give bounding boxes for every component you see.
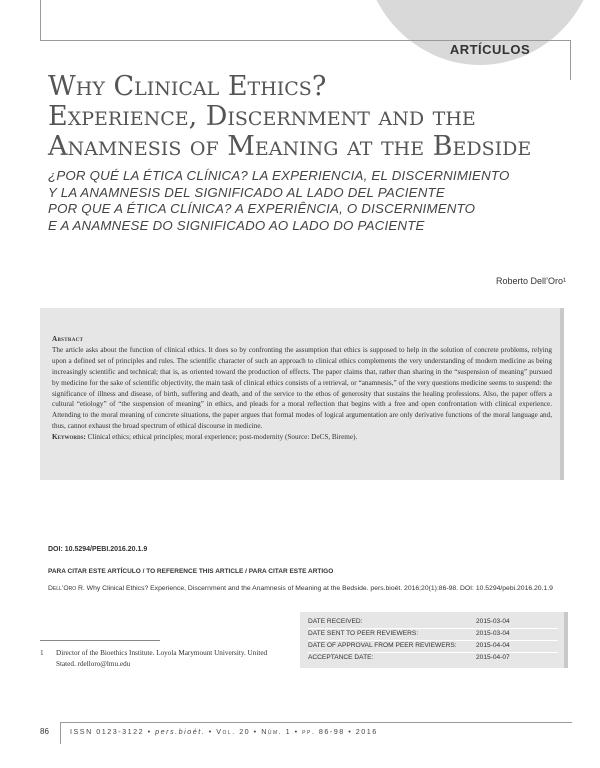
date-label: DATE RECEIVED: [308, 618, 363, 625]
date-label: DATE SENT TO PEER REVIEWERS: [308, 630, 419, 637]
footnote-number: 1 [40, 649, 44, 657]
footer-num-label: • Núm. [250, 727, 286, 736]
date-value: 2015-03-04 [476, 630, 510, 637]
cite-author: Dell’Oro R. [48, 585, 85, 592]
footer-pages: 86-98 [318, 727, 345, 736]
subtitle-line-1: ¿POR QUÉ LA ÉTICA CLÍNICA? LA EXPERIENCIA, EL DISCERNIMIENTO [48, 168, 510, 183]
section-label: ARTÍCULOS [449, 42, 531, 57]
keywords [52, 432, 552, 443]
title-line-1: Why Clinical Ethics? [48, 71, 327, 102]
date-label: ACCEPTANCE DATE: [308, 654, 374, 661]
title-line-2: Experience, Discernment and the [48, 101, 476, 132]
subtitle-line-2: Y LA ANAMNESIS DEL SIGNIFICADO AL LADO DEL PACIENTE [48, 184, 445, 200]
footnote-rule [40, 640, 160, 641]
footer-journal: pers.bioét. [155, 727, 206, 736]
cite-heading: PARA CITAR ESTE ARTÍCULO / TO REFERENCE THIS ARTICLE / PARA CITAR ESTE ARTIGO [48, 568, 334, 575]
abstract-heading: Abstract [52, 335, 84, 343]
keywords-label: Keywords: [52, 433, 86, 442]
title-line-3: Anamnesis of Meaning at the Bedside [48, 131, 532, 162]
footer-year: • 2016 [344, 727, 378, 736]
abstract-box-edge [560, 308, 564, 480]
subtitle-line-4: E A ANAMNESE DO SIGNIFICADO AO LADO DO PACIENTE [48, 217, 425, 233]
date-row-acceptance [308, 652, 558, 664]
dates-box [300, 612, 568, 668]
footer-vol: 20 [239, 727, 251, 736]
footer-num: 1 [285, 727, 292, 736]
doi: DOI: 10.5294/PEBI.2016.20.1.9 [48, 546, 148, 553]
footer-rule [60, 722, 572, 723]
footer-issn: ISSN 0123-3122 • [70, 727, 156, 736]
cite-text [48, 584, 554, 595]
frame-line-top [40, 40, 570, 41]
date-value: 2015-04-04 [476, 642, 510, 649]
article-subtitles [48, 168, 568, 234]
cite-reference: Why Clinical Ethics? Experience, Discernment and the Anamnesis of Meaning at the Bedside. pers.bioét. 2016;20(1):86-98. DOI: 10.5294/pebi.2016.20.1.9 [84, 585, 553, 592]
footer-text [70, 727, 378, 736]
keywords-text: Clinical ethics; ethical principles; moral experience; post-modernity (Source: DeCS, Bireme). [85, 433, 358, 442]
footer-divider [60, 722, 61, 744]
article-title [48, 72, 568, 162]
footer-pp-label: • pp. [291, 727, 319, 736]
footer-vol-label: • Vol. [205, 727, 240, 736]
date-value: 2015-04-07 [476, 654, 510, 661]
date-value: 2015-03-04 [476, 618, 510, 625]
author-name: Roberto Dell’Oro¹ [495, 276, 566, 286]
abstract [52, 334, 552, 443]
page-number: 86 [40, 727, 49, 736]
subtitle-line-3: POR QUE A ÉTICA CLÍNICA? A EXPERIÊNCIA, O DISCERNIMENTO [48, 201, 476, 216]
date-label: DATE OF APPROVAL FROM PEER REVIEWERS: [308, 642, 457, 649]
abstract-text: The article asks about the function of clinical ethics. It does so by confronting the assumption that ethics is supposed to help in the solution of concrete problems, relying upon a defined set of principles and rules. The scientific character of such an approach to clinical ethics complements the very understanding of modern medicine as being increasingly scientific and technical; that is, as oriented toward the production of effects. The paper claims that, rather than sharing in the “suspension of meaning” pursued by medicine for the sake of scientific objectivity, the main task of clinical ethics consists of a retrieval, or “anamnesis,” of the very questions medicine seems to suspend: the significance of illness and disease, of birth, suffering and death, and of the service to the ethos of generosity that sustains the healing professions. Also, the paper offers a cultural “etiology” of “the suspension of meaning” in ethics, and pleads for a moral reflection that begins with a free and open confrontation with clinical experience. Attending to the moral meaning of concrete situations, the paper argues that formal modes of logical argumentation are only derivative functions of the moral language and, thus, cannot exhaust the broad spectrum of ethical discourse in medicine. [52, 345, 552, 431]
footnote-text: Director of the Bioethics Institute. Loyola Marymount University. United Stated. rdelloro@lmu.edu [56, 649, 268, 668]
frame-line-left [40, 0, 41, 40]
